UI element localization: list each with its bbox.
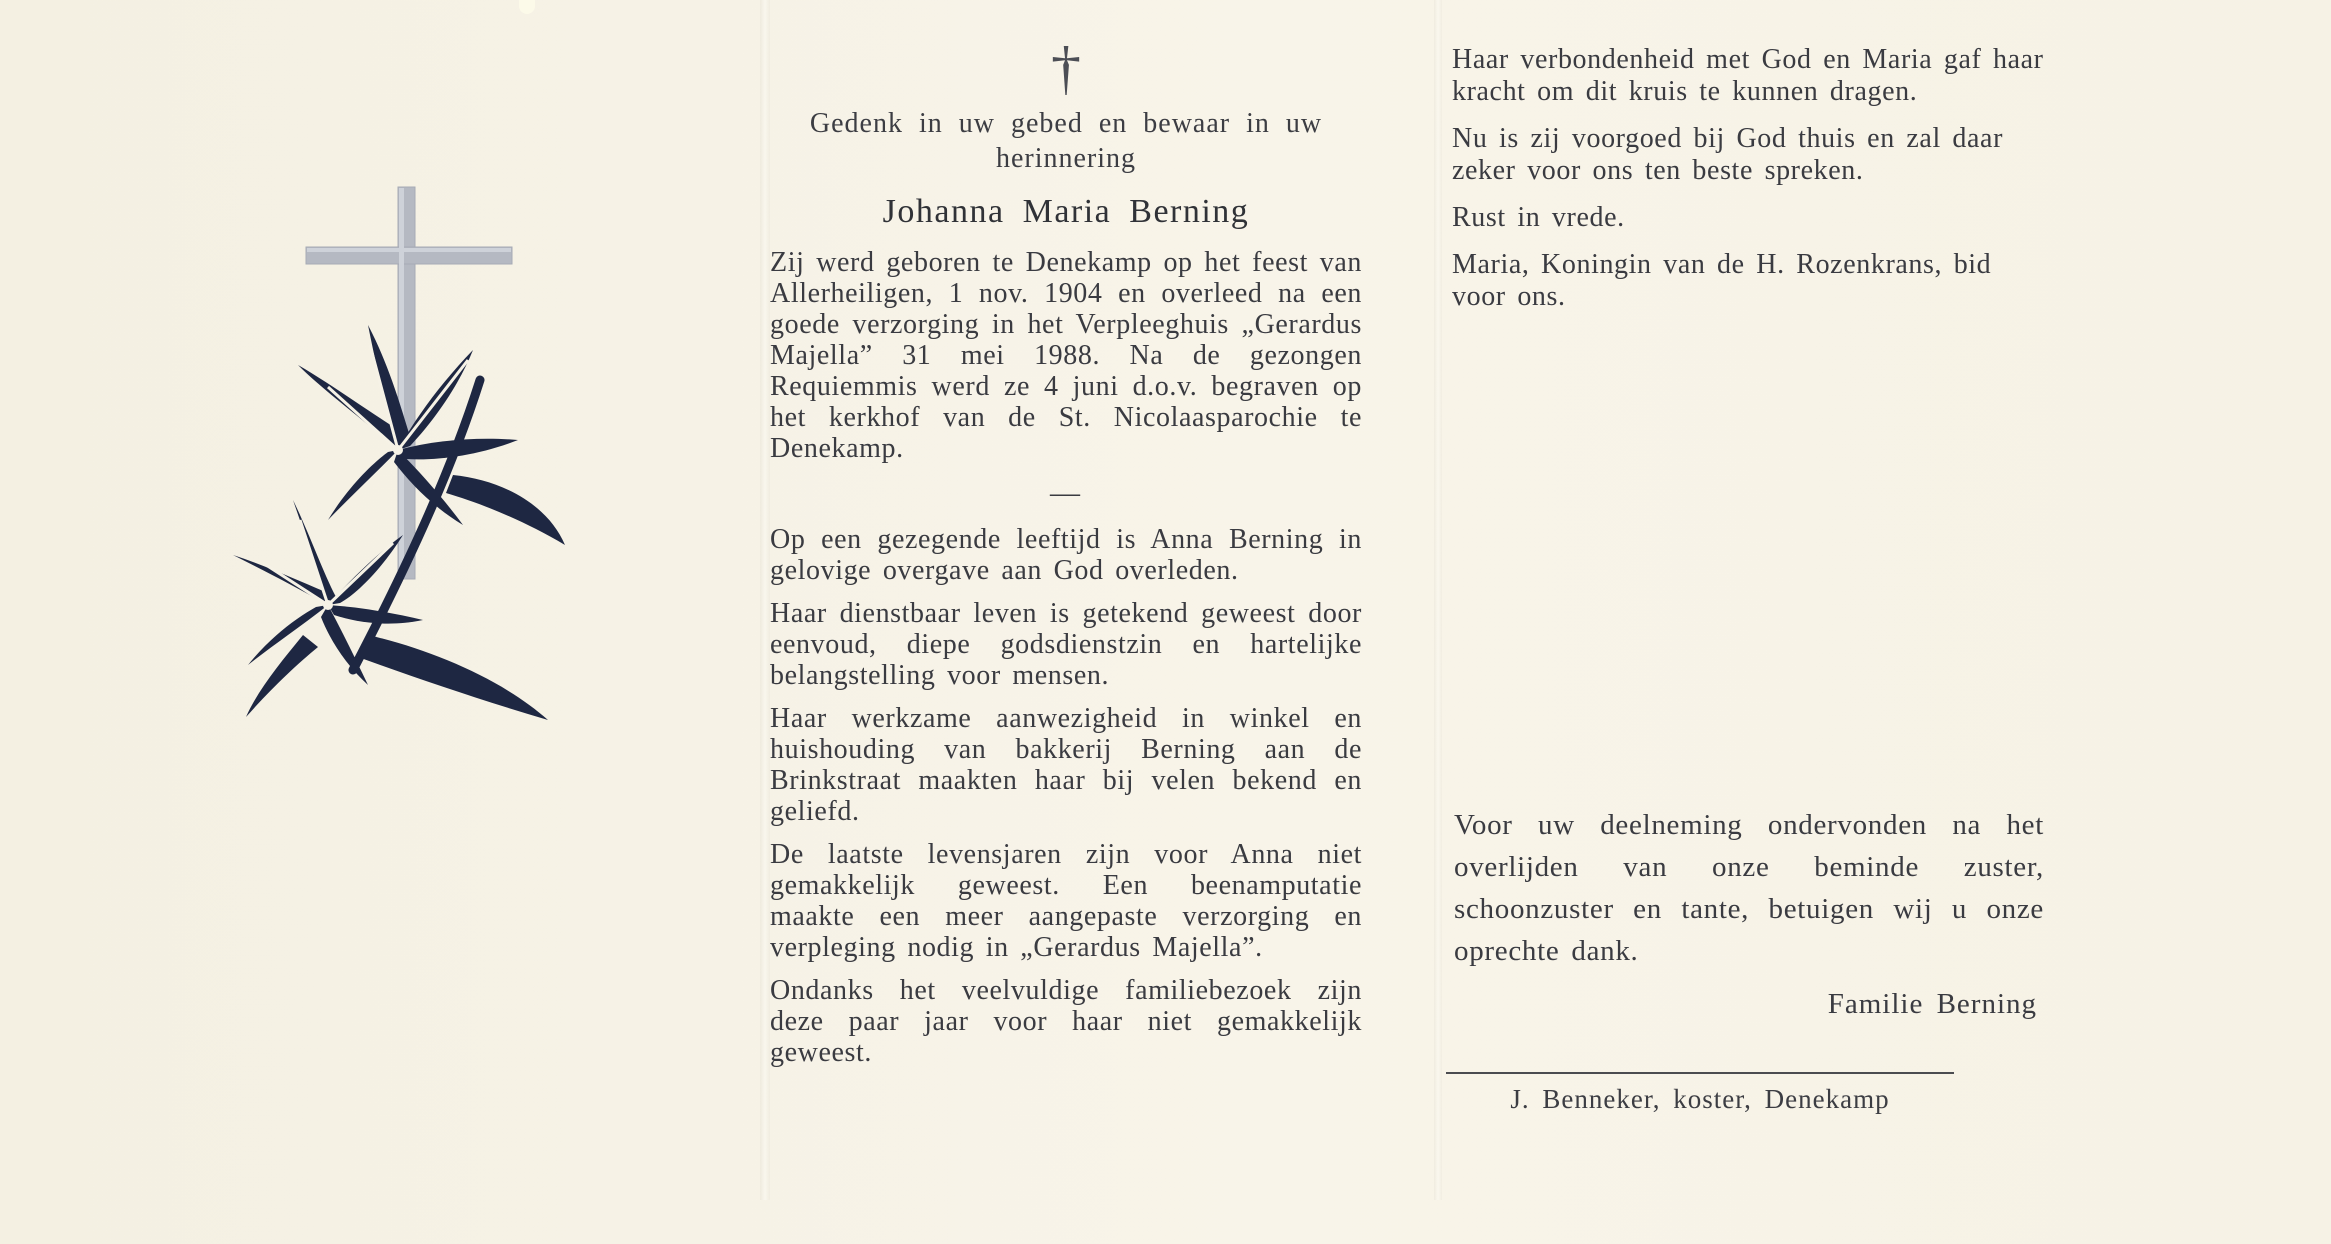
biography-paragraph: Zij werd geboren te Denekamp op het feest van Allerheiligen, 1 nov. 1904 en overleed na een goede verzorging in het Verpleeghuis „Gerardus Majella” 31 mei 1988. Na de gezongen Requiemmis werd ze 4 juni d.o.v. begraven op het kerkhof van de St. Nicolaasparochie te Denekamp. (770, 247, 1362, 464)
intro-text: Gedenk in uw gebed en bewaar in uw herinnering (809, 108, 1323, 174)
printer-credit: J. Benneker, koster, Denekamp (1510, 1084, 1890, 1114)
fold-crease (760, 0, 770, 1200)
divider-line (1446, 1072, 1954, 1074)
right-panel (1452, 0, 2048, 1200)
family-signature: Familie Berning (1827, 988, 2037, 1020)
deceased-name: Johanna Maria Berning (882, 193, 1250, 230)
cross-glyph-icon: † (1051, 35, 1081, 101)
cross-and-lilies-illustration (218, 165, 648, 740)
faith-paragraph: Haar verbondenheid met God en Maria gaf haar kracht om dit kruis te kunnen dragen. (1452, 44, 2044, 107)
section-separator: — (1050, 476, 1082, 509)
rest-in-peace-text: Rust in vrede. (1452, 202, 1625, 233)
prayer-invocation: Maria, Koningin van de H. Rozenkrans, bid voor ons. (1452, 249, 1992, 312)
memorial-paragraph: Op een gezegende leeftijd is Anna Berning in gelovige overgave aan God overleden. (770, 524, 1362, 586)
fold-crease (1434, 0, 1442, 1200)
faith-paragraph: Nu is zij voorgoed bij God thuis en zal daar zeker voor ons ten beste spreken. (1452, 123, 2004, 186)
memorial-paragraph: De laatste levensjaren zijn voor Anna niet gemakkelijk geweest. Een beenamputatie maakte een meer aangepaste verzorging en verpleging nodig in „Gerardus Majella”. (770, 839, 1362, 963)
memorial-paragraph: Haar werkzame aanwezigheid in winkel en huishouding van bakkerij Berning aan de Brinkstraat maakten haar bij velen bekend en geliefd. (770, 703, 1362, 827)
memorial-paragraph: Haar dienstbaar leven is getekend geweest door eenvoud, diepe godsdienstzin en hartelijke belangstelling voor mensen. (770, 598, 1362, 691)
middle-panel (770, 0, 1362, 1200)
thanks-paragraph: Voor uw deelneming ondervonden na het overlijden van onze beminde zuster, schoonzuster en tante, betuigen wij u onze oprechte dank. (1454, 809, 2044, 967)
memorial-paragraph: Ondanks het veelvuldige familiebezoek zijn deze paar jaar voor haar niet gemakkelijk geweest. (770, 975, 1362, 1068)
left-panel (0, 0, 760, 1200)
